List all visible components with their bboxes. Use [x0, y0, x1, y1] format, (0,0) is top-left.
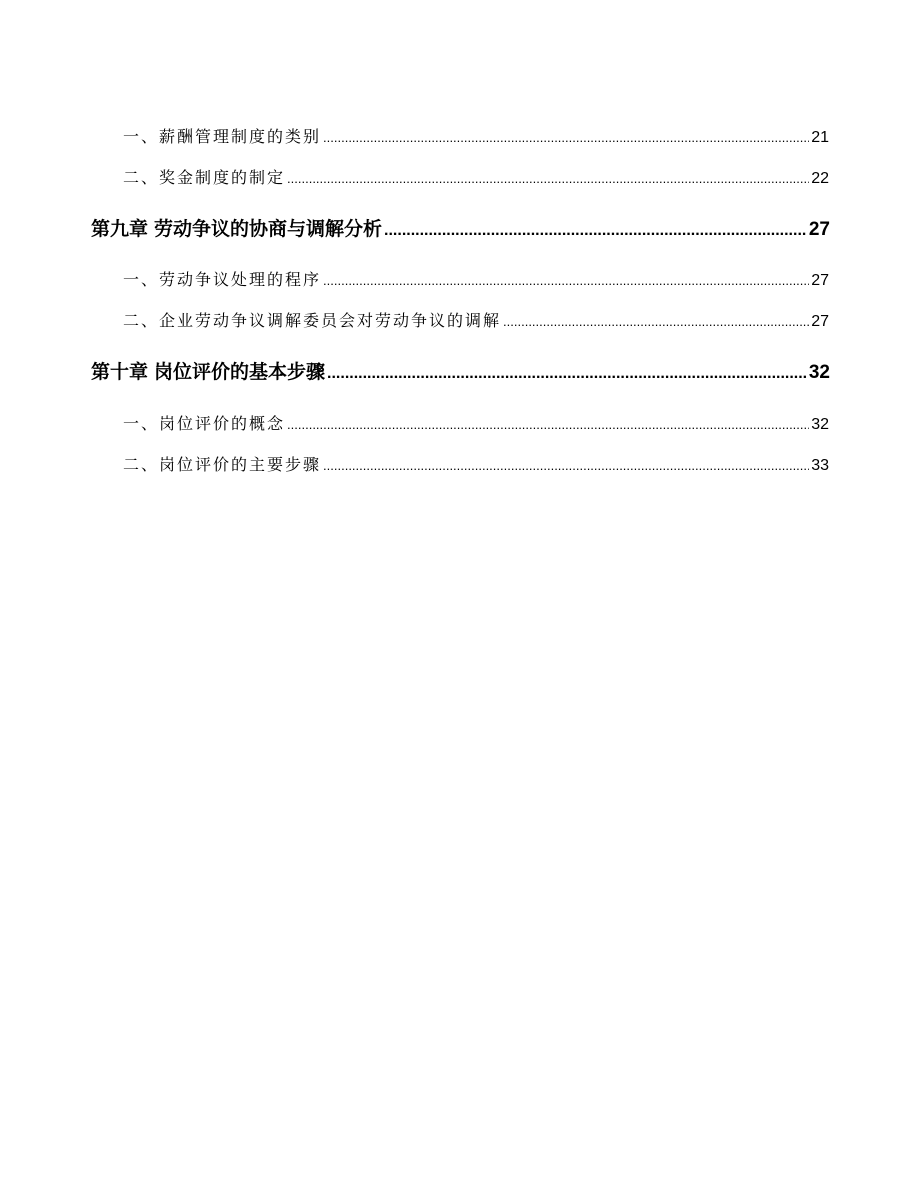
- toc-entry-number: 一、: [123, 414, 160, 433]
- toc-chapter-9[interactable]: [91, 214, 830, 241]
- dot-leader: [287, 417, 809, 432]
- toc-page-number: 22: [811, 170, 829, 187]
- toc-entry-number: 一、: [123, 127, 160, 146]
- toc-entry-number: 二、: [123, 455, 160, 474]
- toc-entry-title: 岗位评价的主要步骤: [159, 455, 322, 474]
- toc-entry-salary-categories[interactable]: [123, 124, 829, 147]
- toc-page-number: 33: [811, 457, 829, 474]
- dot-leader: [287, 171, 809, 186]
- toc-page-number: 21: [811, 129, 829, 146]
- toc-page-number: 27: [811, 272, 829, 289]
- toc-entry-number: 二、: [123, 168, 160, 187]
- toc-page-number: 27: [808, 219, 830, 240]
- toc-page-number: 27: [811, 313, 829, 330]
- toc-chapter-title: 劳动争议的协商与调解分析: [154, 218, 383, 240]
- toc-entry-title: 岗位评价的概念: [159, 414, 286, 433]
- toc-entry-title: 薪酬管理制度的类别: [159, 127, 322, 146]
- toc-entry-mediation-committee[interactable]: [123, 308, 829, 331]
- toc-entry-dispute-procedure[interactable]: [123, 267, 829, 290]
- dot-leader: [503, 314, 809, 329]
- toc-chapter-number: 第九章: [91, 218, 149, 240]
- dot-leader: [323, 273, 809, 288]
- toc-entry-bonus-system[interactable]: [123, 165, 829, 188]
- toc-entry-job-evaluation-steps[interactable]: [123, 452, 829, 475]
- toc-chapter-number: 第十章: [91, 361, 149, 383]
- toc-chapter-10[interactable]: [91, 357, 830, 384]
- dot-leader: [384, 222, 807, 240]
- toc-entry-number: 一、: [123, 270, 160, 289]
- toc-chapter-title: 岗位评价的基本步骤: [154, 361, 326, 383]
- dot-leader: [327, 365, 807, 383]
- toc-entry-title: 企业劳动争议调解委员会对劳动争议的调解: [159, 311, 502, 330]
- toc-entry-job-evaluation-concept[interactable]: [123, 411, 829, 434]
- toc-page-number: 32: [811, 416, 829, 433]
- dot-leader: [323, 130, 809, 145]
- toc-entry-title: 劳动争议处理的程序: [159, 270, 322, 289]
- dot-leader: [323, 458, 809, 473]
- toc-page-number: 32: [808, 362, 830, 383]
- toc-entry-number: 二、: [123, 311, 160, 330]
- toc-entry-title: 奖金制度的制定: [159, 168, 286, 187]
